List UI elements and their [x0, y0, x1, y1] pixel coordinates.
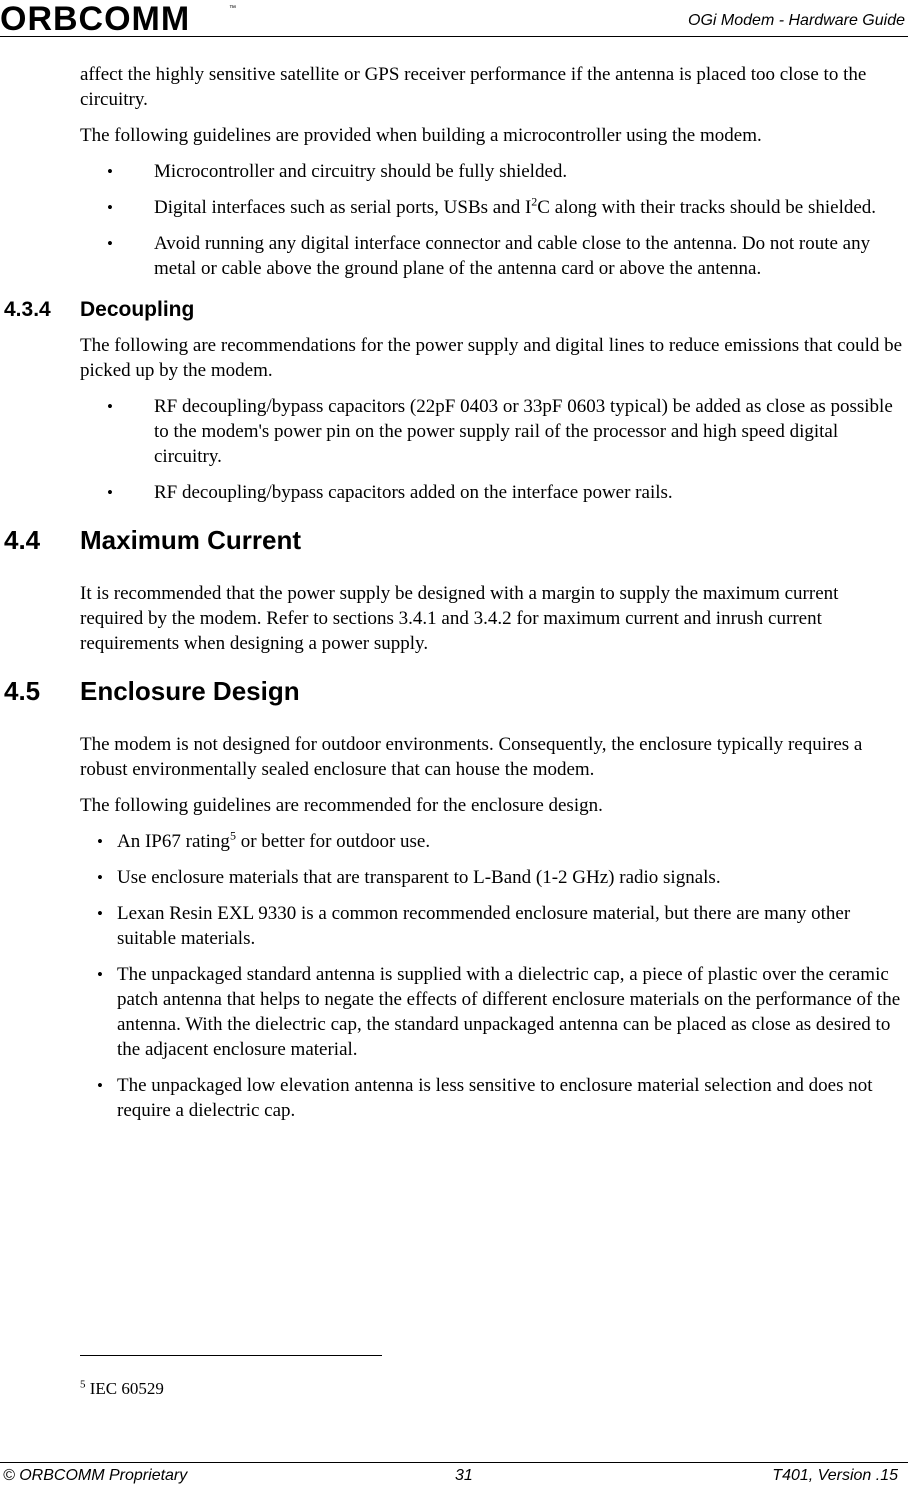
- paragraph: The following are recommendations for the power supply and digital lines to reduce emissions that could be picked up by the modem.: [80, 335, 903, 381]
- paragraph: The modem is not designed for outdoor environments. Consequently, the enclosure typically requires a robust environmentally sealed enclosure that can house the modem.: [80, 734, 863, 780]
- paragraph: The following guidelines are recommended for the enclosure design.: [80, 795, 603, 816]
- list-item: • An IP67 rating$^5$ or better for outdoor use.: [117, 829, 902, 854]
- document-title: OGi Modem - Hardware Guide: [688, 12, 905, 29]
- document-body: [0, 62, 908, 1134]
- footer-divider: [0, 1462, 908, 1463]
- header-divider: [0, 36, 908, 37]
- page-number: 31: [455, 1467, 473, 1484]
- list-item: • Microcontroller and circuitry should be fully shielded.: [154, 159, 904, 184]
- list-item: • Digital interfaces such as serial ports, USBs and $I^2C$ along with their tracks should be shielded.: [154, 195, 904, 220]
- footnote-divider: [80, 1355, 382, 1356]
- svg-text:™: ™: [229, 5, 236, 12]
- list-item: • Lexan Resin EXL 9330 is a common recommended enclosure material, but there are many other suitable materials.: [117, 901, 902, 951]
- orbcomm-logo: [0, 0, 240, 34]
- section-heading-4-3-4: 4.3.4 Decoupling: [4, 298, 195, 321]
- footer-copyright: © ORBCOMM Proprietary: [3, 1467, 188, 1484]
- paragraph: affect the highly sensitive satellite or GPS receiver performance if the antenna is placed too close to the circuitry.: [80, 64, 867, 110]
- guideline-list: [0, 159, 908, 281]
- list-item: • The unpackaged standard antenna is supplied with a dielectric cap, a piece of plastic over the ceramic patch antenna that helps to negate the effects of different enclosure materials on the performance of the antenna. With the dielectric cap, the standard unpackaged antenna can be placed as close as desired to the adjacent enclosure material.: [117, 962, 902, 1062]
- list-item: • RF decoupling/bypass capacitors added on the interface power rails.: [154, 480, 904, 505]
- paragraph: The following guidelines are provided when building a microcontroller using the modem.: [80, 125, 762, 146]
- list-item: • RF decoupling/bypass capacitors (22pF 0403 or 33pF 0603 typical) be added as close as possible to the modem's power pin on the power supply rail of the processor and high speed digital circuitry.: [154, 394, 904, 469]
- logo-text: ORBCOMM: [0, 0, 191, 34]
- list-item: • Use enclosure materials that are transparent to L-Band (1-2 GHz) radio signals.: [117, 865, 902, 890]
- list-item: • The unpackaged low elevation antenna is less sensitive to enclosure material selection and does not require a dielectric cap.: [117, 1073, 902, 1123]
- footnote: $^5$ IEC 60529: [80, 1378, 164, 1398]
- section-heading-4-5: 4.5 Enclosure Design: [4, 676, 300, 706]
- footnote-reference[interactable]: 5: [229, 828, 236, 843]
- section-heading-4-4: 4.4 Maximum Current: [4, 525, 302, 555]
- paragraph: It is recommended that the power supply be designed with a margin to supply the maximum current required by the modem. Refer to sections 3.4.1 and 3.4.2 for maximum current and inrush current requirements when designing a power supply.: [80, 583, 839, 654]
- list-item: • Avoid running any digital interface connector and cable close to the antenna. Do not route any metal or cable above the ground plane of the antenna card or above the antenna.: [154, 231, 904, 281]
- decoupling-list: [0, 394, 908, 505]
- footer-version: T401, Version .15: [772, 1467, 898, 1484]
- enclosure-list: [0, 829, 908, 1123]
